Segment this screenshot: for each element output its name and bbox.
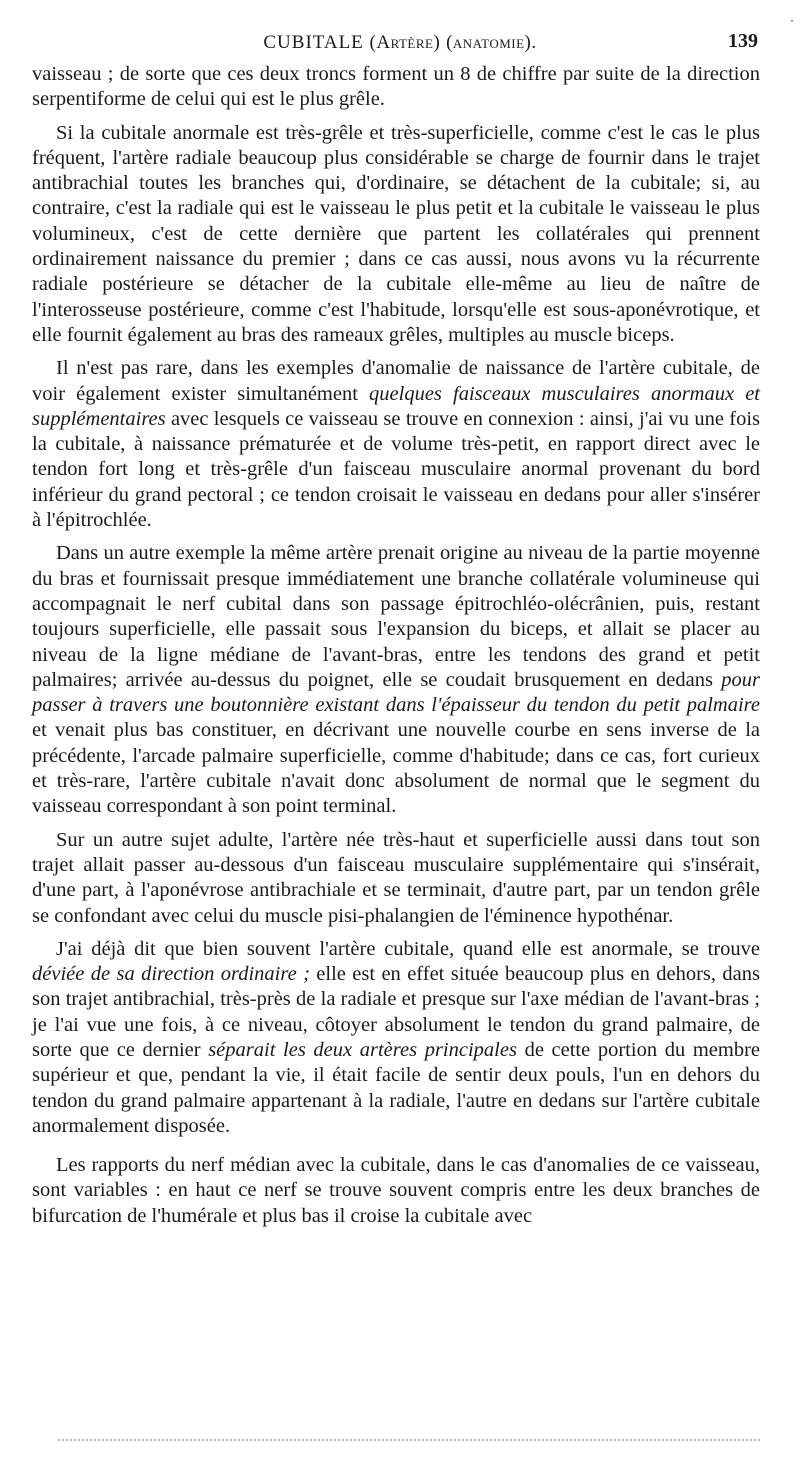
text-segment: elle est en effet située beaucoup plus en dehors, dans son trajet antibrachial, très-près de la radiale et presque sur l'axe médian de l'avant-bras ; je l'ai vue une fois, à ce niveau, côtoyer absolument le tendon du grand palmaire, de sorte que ce dernier <box>32 963 760 1061</box>
paragraph <box>32 62 760 113</box>
text-segment: avec lesquels ce vaisseau se trouve en connexion : ainsi, j'ai vu une fois la cubitale, à naissance prématurée et de volume très-petit, en rapport direct avec le tendon fort long et très-grêle d'un faisceau musculaire anormal provenant du bord inférieur du grand pectoral ; ce tendon croisait le vaisseau en dedans pour aller s'insérer à l'épitrochlée. <box>32 407 760 532</box>
text-segment: Il n'est pas rare, dans les exemples d'anomalie de naissance de l'artère cubitale, de voir également exister simultanément <box>32 357 760 405</box>
text-segment: Si la cubitale anormale est très-grêle et très-superficielle, comme c'est le cas le plus fréquent, l'artère radiale beaucoup plus considérable se charge de fournir dans le trajet antibrachial toutes les branches qui, d'ordinaire, se détachent de la cubitale; si, au contraire, c'est la radiale qui est le vaisseau le plus petit et la cubitale le vaisseau le plus volumineux, c'est de cette dernière que partent les collatérales qui prennent ordinairement naissance du premier ; dans ce cas aussi, nous avons vu la récurrente radiale postérieure se détacher de la cubitale elle-même au lieu de naître de l'interosseuse postérieure, comme c'est l'habitude, lorsqu'elle est sous-aponévrotique, et elle fournit également au bras des rameaux grêles, multiples au muscle biceps. <box>32 121 760 346</box>
text-segment: vaisseau ; de sorte que ces deux troncs forment un 8 de chiffre par suite de la direction serpentiforme de celui qui est le plus grêle. <box>32 63 760 111</box>
text-segment: Sur un autre sujet adulte, l'artère née très-haut et superficielle aussi dans tout son trajet allait passer au-dessous d'un faisceau musculaire supplémentaire qui s'insérait, d'une part, à l'aponévrose antibrachiale et se terminait, d'autre part, par un tendon grêle se confondant avec celui du muscle pisi-phalangien de l'éminence hypothénar. <box>32 828 760 927</box>
paragraph <box>32 356 760 533</box>
italic-text: pour passer à travers une boutonnière existant dans l'épaisseur du tendon du petit palmaire <box>32 668 760 717</box>
body-text <box>32 62 760 1237</box>
running-head-part2: (anatomie). <box>446 32 537 53</box>
paragraph <box>32 1153 760 1229</box>
text-segment: Dans un autre exemple la même artère prenait origine au niveau de la partie moyenne du bras et fournissait presque immédiatement une branche collatérale volumineuse qui accompagnait le nerf cubital dans son passage épitrochléo-olécrânien, puis, restant toujours superficielle, elle passait sous l'expansion du biceps, et allait se placer au niveau de la ligne médiane de l'avant-bras, entre les tendons des grand et petit palmaires; arrivée au-dessus du poignet, elle se coudait brusquement en dedans <box>32 542 760 691</box>
running-head-main: CUBITALE <box>263 32 364 53</box>
text-segment: et venait plus bas constituer, en décrivant une nouvelle courbe en sens inverse de la précédente, l'arcade palmaire superficielle, comme d'habitude; dans ce cas, fort curieux et très-rare, l'artère cubitale n'avait donc absolument de normal que le segment du vaisseau correspondant à son point terminal. <box>32 719 760 818</box>
italic-text: quelques faisceaux musculaires anormaux et supplémentaires <box>32 382 760 430</box>
paragraph <box>32 121 760 349</box>
running-head-part1: (Artère) <box>369 32 441 53</box>
paragraph <box>32 541 760 819</box>
running-head <box>30 32 770 54</box>
italic-text: séparait les deux artères principales <box>208 1038 517 1061</box>
paragraph <box>32 937 760 1139</box>
text-segment: de cette portion du membre supérieur et que, pendant la vie, il était facile de sentir deux pouls, l'un en dehors du tendon du grand palmaire appartenant à la radiale, l'autre en dedans sur l'artère cubitale anormalement disposée. <box>32 1038 760 1137</box>
text-segment: Les rapports du nerf médian avec la cubitale, dans le cas d'anomalies de ce vaisseau, sont variables : en haut ce nerf se trouve souvent compris entre les deux branches de bifurcation de l'humérale et plus bas il croise la cubitale avec <box>32 1154 760 1227</box>
page-header <box>30 28 770 56</box>
footer-rule <box>58 1439 760 1443</box>
italic-text: déviée de sa direction ordinaire ; <box>32 963 310 986</box>
margin-mark: · <box>790 14 794 28</box>
text-segment: J'ai déjà dit que bien souvent l'artère cubitale, quand elle est anormale, se trouve <box>56 937 760 960</box>
paragraph <box>32 828 760 929</box>
page-number: 139 <box>728 30 758 52</box>
